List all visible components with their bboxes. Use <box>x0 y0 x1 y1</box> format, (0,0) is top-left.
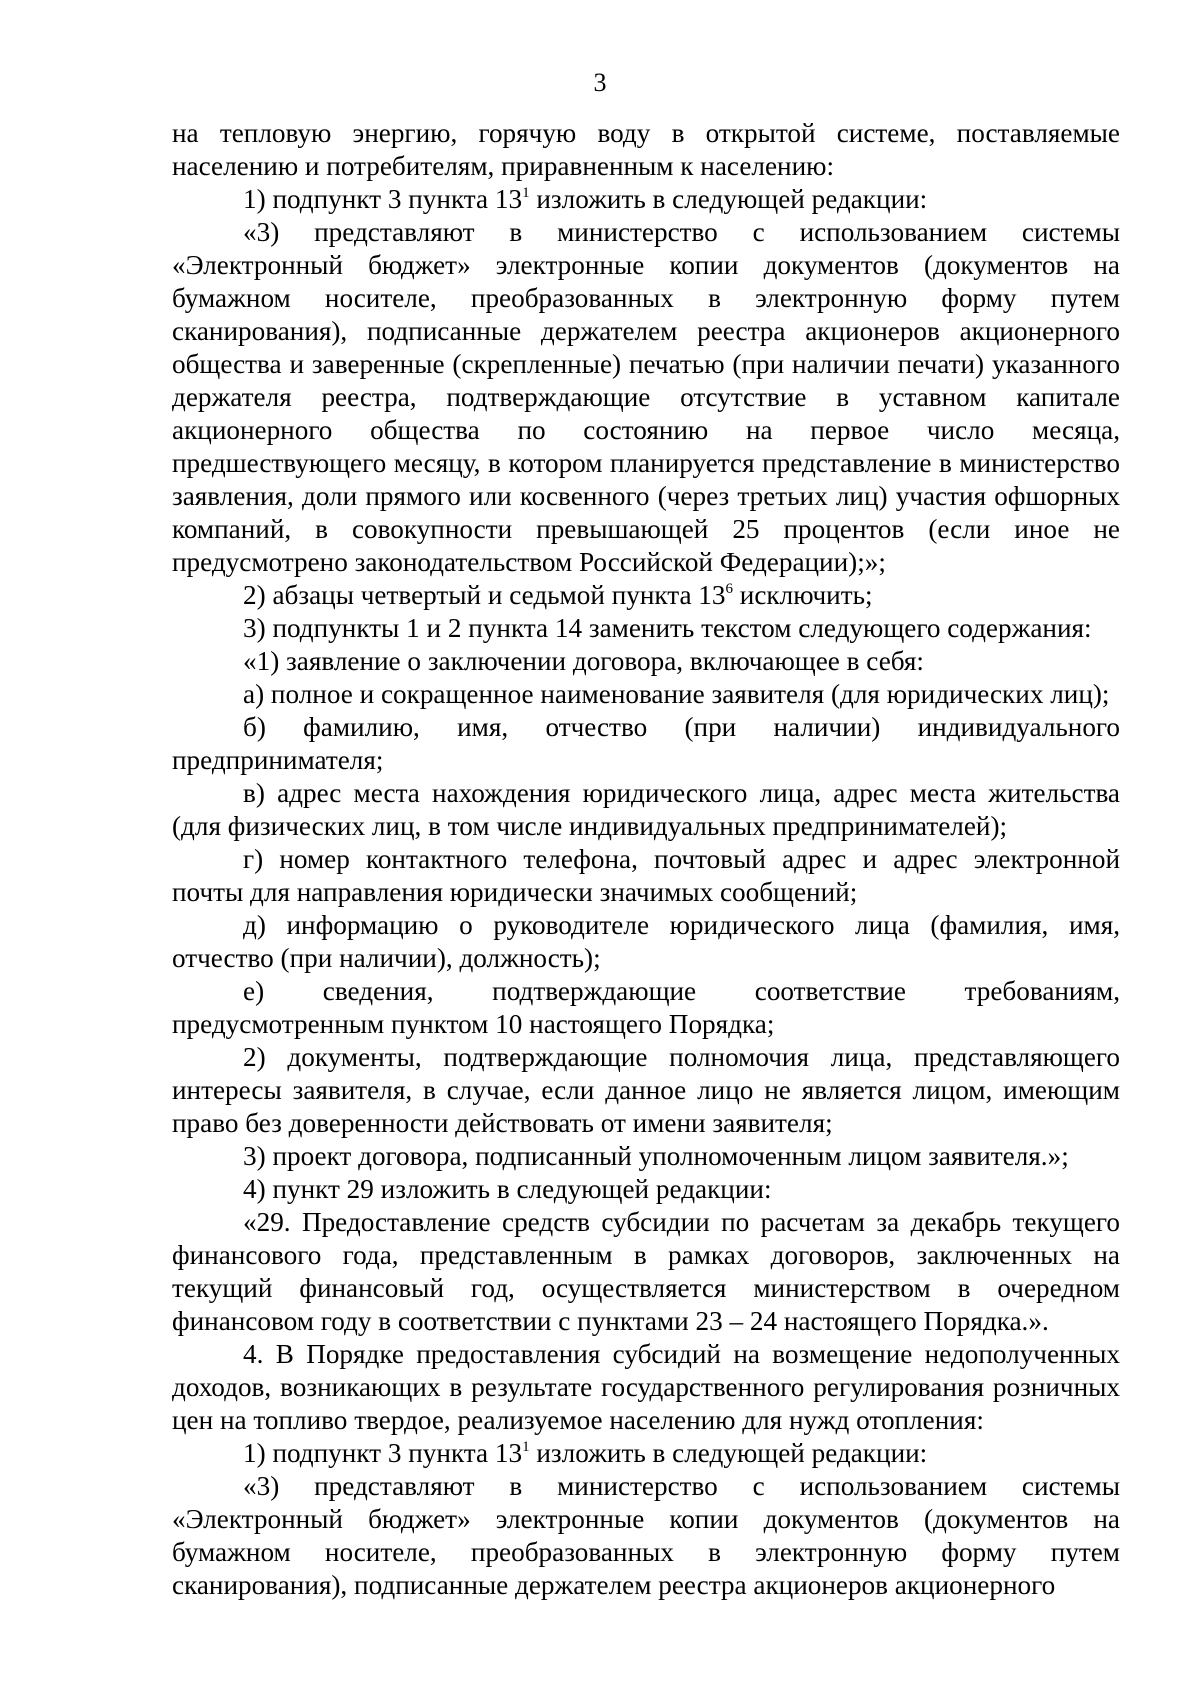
paragraph: «3) представляют в министерство с использованием системы «Электронный бюджет» электронные копии документов (документов на бумажном носителе, преобразованных в электронную форму путем сканирования), подписанные держателем реестра акционеров акционерного общества и заверенные (скрепленные) печатью (при наличии печати) указанного держателя реестра, подтверждающие отсутствие в уставном капитале акционерного общества по состоянию на первое число месяца, предшествующего месяцу, в котором планируется представление в министерство заявления, доли прямого или косвенного (через третьих лиц) участия офшорных компаний, в совокупности превышающей 25 процентов (если иное не предусмотрено законодательством Российской Федерации);»; <box>172 217 1120 577</box>
paragraph: д) информацию о руководителе юридического лица (фамилия, имя, отчество (при наличии), должность); <box>172 910 1120 973</box>
document-body <box>172 117 1120 1602</box>
paragraph: «3) представляют в министерство с использованием системы «Электронный бюджет» электронные копии документов (документов на бумажном носителе, преобразованных в электронную форму путем сканирования), подписанные держателем реестра акционеров акционерного <box>172 1471 1120 1600</box>
paragraph: на тепловую энергию, горячую воду в открытой системе, поставляемые населению и потребителям, приравненным к населению: <box>172 118 1120 181</box>
paragraph: «1) заявление о заключении договора, включающее в себя: <box>243 646 924 676</box>
paragraph: 1) подпункт 3 пункта $13^1$ изложить в следующей редакции: <box>243 1438 928 1468</box>
paragraph: 2) абзацы четвертый и седьмой пункта $13^6$ исключить; <box>243 580 873 610</box>
paragraph: 3) проект договора, подписанный уполномоченным лицом заявителя.»; <box>243 1141 1069 1171</box>
paragraph: 2) документы, подтверждающие полномочия лица, представляющего интересы заявителя, в случае, если данное лицо не является лицом, имеющим право без доверенности действовать от имени заявителя; <box>172 1042 1120 1138</box>
paragraph: в) адрес места нахождения юридического лица, адрес места жительства (для физических лиц, в том числе индивидуальных предпринимателей); <box>172 778 1120 841</box>
paragraph: 3) подпункты 1 и 2 пункта 14 заменить текстом следующего содержания: <box>243 613 1092 643</box>
superscript: 1 <box>522 1439 530 1455</box>
paragraph: 4. В Порядке предоставления субсидий на возмещение недополученных доходов, возникающих в результате государственного регулирования розничных цен на топливо твердое, реализуемое населению для нужд отопления: <box>172 1339 1120 1435</box>
paragraph: а) полное и сокращенное наименование заявителя (для юридических лиц); <box>243 679 1110 709</box>
paragraph: е) сведения, подтверждающие соответствие требованиям, предусмотренным пунктом 10 настоящего Порядка; <box>172 976 1120 1039</box>
superscript: 1 <box>522 185 530 201</box>
superscript: 6 <box>725 581 733 597</box>
paragraph: г) номер контактного телефона, почтовый адрес и адрес электронной почты для направления юридически значимых сообщений; <box>172 844 1120 907</box>
paragraph: 1) подпункт 3 пункта $13^1$ изложить в следующей редакции: <box>243 184 928 214</box>
page-number: 3 <box>593 68 607 97</box>
paragraph: 4) пункт 29 изложить в следующей редакции: <box>243 1174 772 1204</box>
paragraph: б) фамилию, имя, отчество (при наличии) индивидуального предпринимателя; <box>172 712 1120 775</box>
paragraph: «29. Предоставление средств субсидии по расчетам за декабрь текущего финансового года, представленным в рамках договоров, заключенных на текущий финансовый год, осуществляется министерством в очередном финансовом году в соответствии с пунктами 23 – 24 настоящего Порядка.». <box>172 1207 1120 1336</box>
